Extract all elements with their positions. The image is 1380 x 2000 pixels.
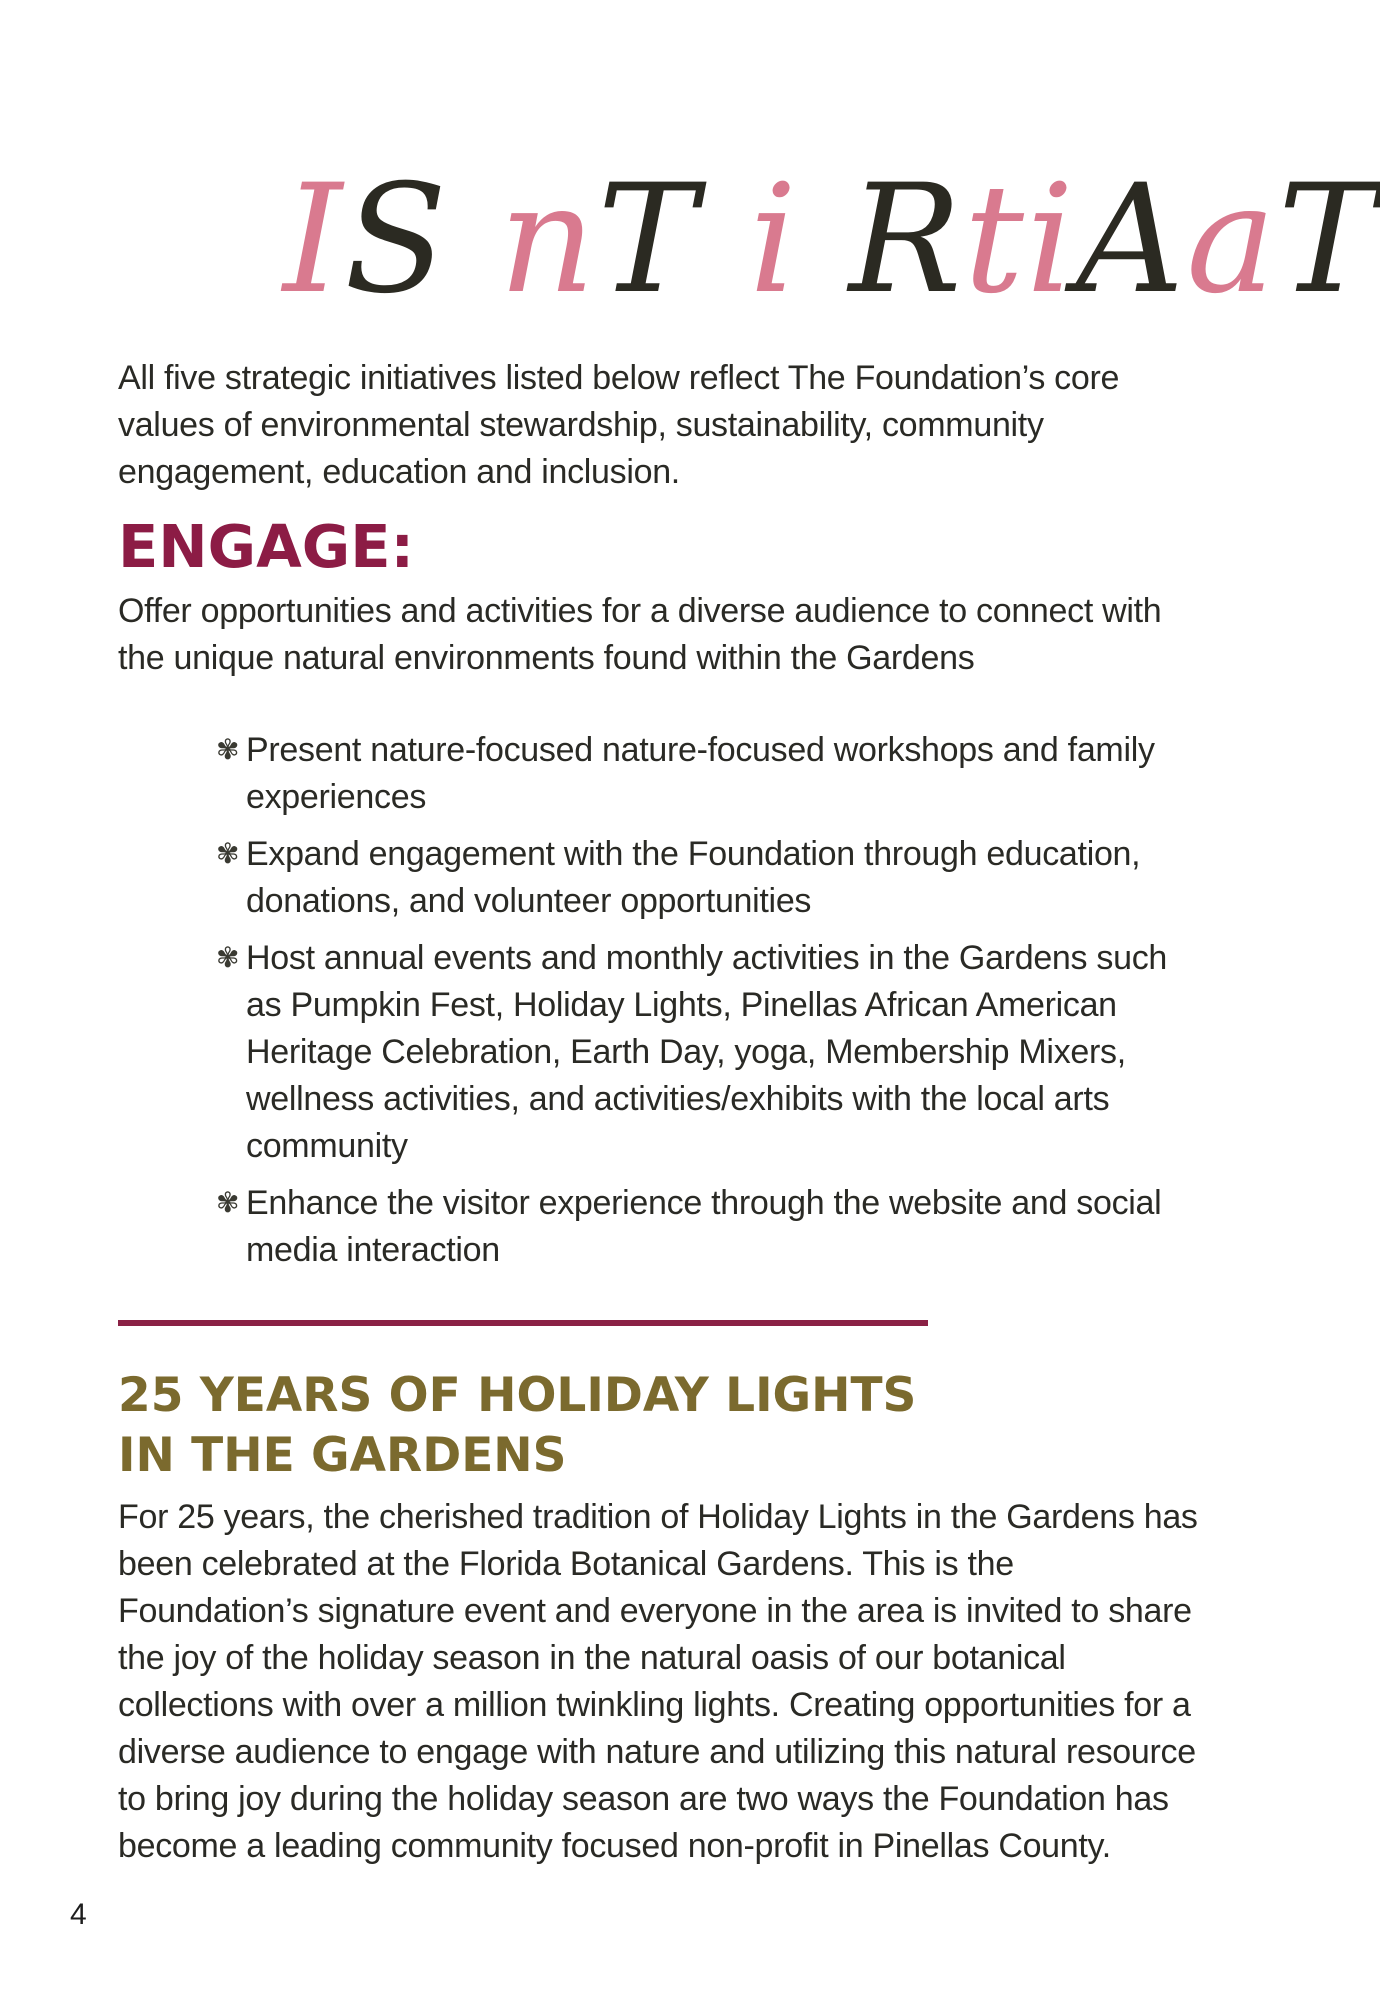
list-item-text: Enhance the visitor experience through the website and social media interaction xyxy=(246,1184,1162,1269)
holiday-lights-paragraph: For 25 years, the cherished tradition of Holiday Lights in the Gardens has been celebrated at the Florida Botanical Gardens. This is the Foundation’s signature event and everyone in the area is invited to share the joy of the holiday season in the natural oasis of our botanical collections with over a million twinkling lights. Creating opportunities for a diverse audience to engage with nature and utilizing this natural resource to bring joy during the holiday season are two ways the Foundation has become a leading community focused non-profit in Pinellas County. xyxy=(118,1498,1198,1865)
script-title-glyph: T xyxy=(597,153,700,327)
flower-bullet-icon: ✾ xyxy=(216,838,240,869)
flower-bullet-icon: ✾ xyxy=(216,734,240,765)
holiday-heading-line-1: 25 YEARS OF HOLIDAY LIGHTS xyxy=(118,1368,917,1423)
script-title-glyph: S xyxy=(344,153,450,327)
holiday-lights-heading xyxy=(118,1366,1018,1486)
script-title-glyph: a xyxy=(1186,153,1278,327)
script-title-glyph xyxy=(449,153,499,327)
list-item-text: Present nature-focused nature-focused workshops and family experiences xyxy=(246,731,1155,816)
flower-bullet-icon: ✾ xyxy=(216,942,240,973)
script-title-glyph: A xyxy=(1075,153,1187,327)
section-divider xyxy=(118,1320,928,1326)
list-item xyxy=(174,726,1204,821)
list-item-text: Expand engagement with the Foundation through education, donations, and volunteer opportunities xyxy=(246,835,1141,920)
script-title-glyph xyxy=(799,153,849,327)
holiday-heading-line-2: IN THE GARDENS xyxy=(118,1428,567,1483)
list-item xyxy=(174,830,1204,925)
page-number: 4 xyxy=(70,1898,87,1931)
engage-subtitle: Offer opportunities and activities for a diverse audience to connect with the unique natural environments found within the Gardens xyxy=(118,592,1162,677)
list-item xyxy=(174,934,1204,1170)
page-content xyxy=(118,355,1198,1870)
engage-bullet-list xyxy=(174,726,1204,1274)
script-title-glyph: T xyxy=(1277,153,1380,327)
intro-paragraph: All five strategic initiatives listed below reflect The Foundation’s core values of environmental stewardship, sustainability, community engagement, education and inclusion. xyxy=(118,359,1120,491)
decorative-script-title xyxy=(283,140,1380,340)
script-title-glyph: ti xyxy=(963,153,1076,327)
script-title-glyph: n xyxy=(498,153,598,327)
script-title-glyph: i xyxy=(749,153,800,327)
script-title-glyph xyxy=(699,153,749,327)
script-title-glyph: I xyxy=(283,153,345,327)
script-title-glyph: R xyxy=(848,153,964,327)
flower-bullet-icon: ✾ xyxy=(216,1187,240,1218)
list-item-text: Host annual events and monthly activities in the Gardens such as Pumpkin Fest, Holiday Lights, Pinellas African American Heritage Celebration, Earth Day, yoga, Membership Mixers, wellness activities, and activities/exhibits with the local arts community xyxy=(246,939,1168,1165)
engage-heading: ENGAGE: xyxy=(118,512,415,581)
list-item xyxy=(174,1179,1204,1274)
